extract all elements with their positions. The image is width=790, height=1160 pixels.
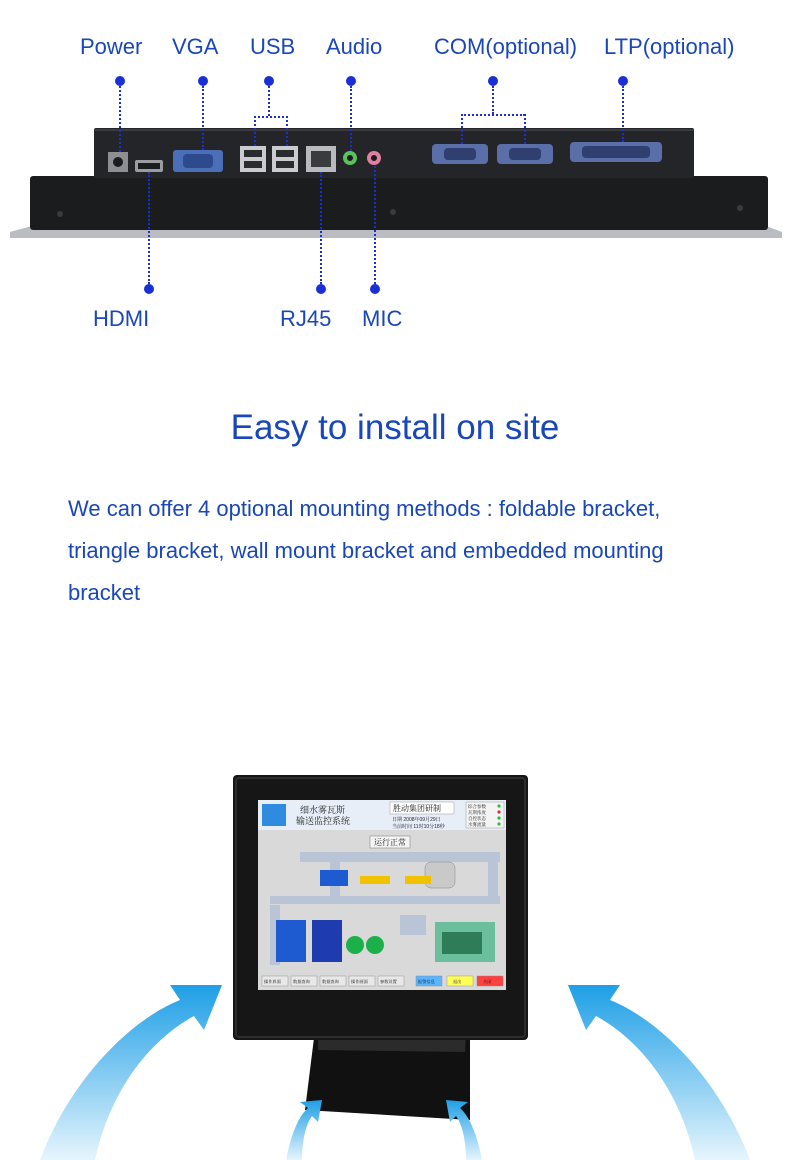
vga-label: VGA (172, 34, 219, 59)
com-dot (488, 76, 498, 86)
side-status-2: 自控状态 (468, 816, 486, 821)
mic-leader (374, 166, 376, 284)
usb-label: USB (250, 34, 296, 59)
usb-leader-left (254, 116, 256, 146)
screen-button: 操作画面 (351, 979, 368, 984)
usb-leader (268, 86, 270, 116)
screen-button: 报警信息 (418, 979, 435, 984)
rj45-leader (320, 172, 322, 284)
screen-title-1: 细水雾瓦斯 (300, 805, 346, 815)
screen-button: 关闭 (483, 979, 492, 984)
side-status-1: 瓦斯浓度 (468, 810, 486, 815)
side-status-0: 综合参数 (468, 804, 486, 809)
mic-dot (370, 284, 380, 294)
arrow-bottom-left (286, 1100, 322, 1160)
rj45-label: RJ45 (280, 306, 332, 331)
description-line: We can offer 4 optional mounting methods : foldable bracket, (68, 496, 661, 521)
section-description (68, 488, 758, 614)
screen-button: 数据查询 (322, 979, 339, 984)
power-label: Power (80, 34, 143, 59)
ltp-label: LTP(optional) (604, 34, 735, 59)
power-dot (115, 76, 125, 86)
vga-leader (202, 86, 204, 150)
usb-port-1 (240, 146, 266, 172)
screen-button: 操作界面 (264, 979, 281, 984)
arrow-left (40, 985, 222, 1160)
audio-leader (350, 86, 352, 151)
rj45-dot (316, 284, 326, 294)
com-leader-left (461, 114, 463, 144)
arrow-right (568, 985, 750, 1160)
power-leader (119, 86, 121, 152)
section-heading: Easy to install on site (230, 408, 560, 447)
monitor-image (0, 760, 790, 1160)
usb-bracket (254, 116, 288, 118)
description-line: triangle bracket, wall mount bracket and embedded mounting (68, 538, 664, 563)
com-label: COM(optional) (434, 34, 578, 59)
usb-port-2 (272, 146, 298, 172)
side-status-3: 水雾流量 (468, 822, 486, 827)
audio-dot (346, 76, 356, 86)
description-line: bracket (68, 580, 141, 605)
com-leader (492, 86, 494, 114)
mic-label: MIC (362, 306, 403, 331)
usb-dot (264, 76, 274, 86)
vga-dot (198, 76, 208, 86)
ltp-dot (618, 76, 628, 86)
hdmi-label: HDMI (93, 306, 150, 331)
screen-time: 当前时间 11时10分18秒 (392, 824, 445, 830)
screen-button: 数据查询 (293, 979, 310, 984)
hdmi-dot (144, 284, 154, 294)
screen-title-2: 输送监控系统 (296, 816, 351, 826)
screen-button: 退出 (453, 979, 462, 984)
screen-status: 运行正常 (374, 838, 406, 847)
screen-company: 胜动集团研制 (393, 804, 441, 813)
screen-date: 日期 2008年09月29日 (392, 817, 441, 823)
ltp-leader (622, 86, 624, 142)
hdmi-leader (148, 172, 150, 284)
com-leader-right (524, 114, 526, 144)
audio-label: Audio (326, 34, 383, 59)
com-bracket (461, 114, 525, 116)
usb-leader-right (286, 116, 288, 146)
screen-button: 参数设置 (380, 979, 397, 984)
